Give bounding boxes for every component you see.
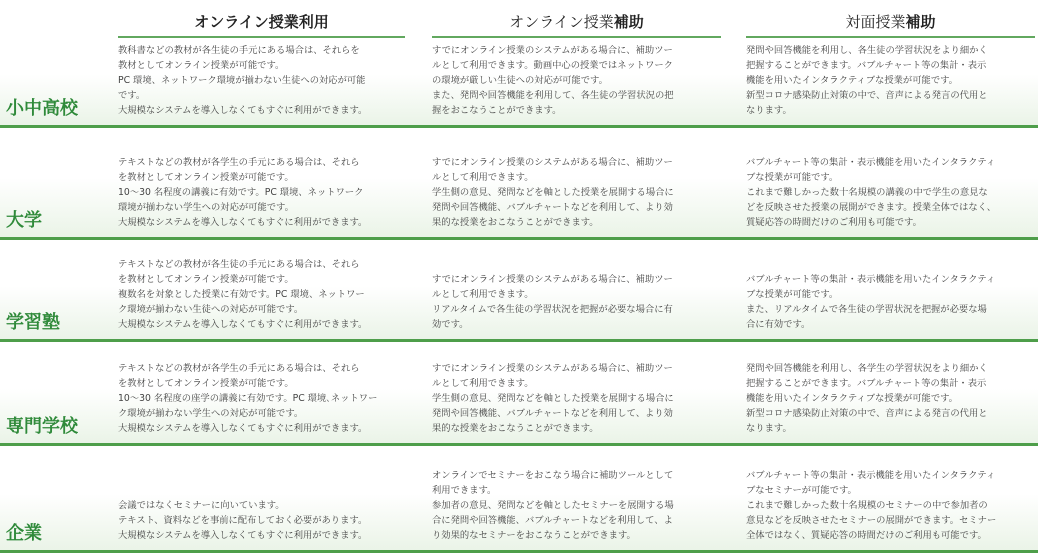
cell-text-line: 学生側の意見、発問などを軸とした授業を展開する場合に — [432, 186, 674, 198]
table-row-vocational-school — [0, 354, 1038, 446]
column-header-prefix: オンライン授業 — [509, 13, 614, 31]
row-label: 学習塾 — [6, 312, 60, 333]
table-cell — [432, 155, 717, 230]
cell-text-line: 質疑応答の時間だけのご利用も可能です。 — [746, 216, 922, 228]
cell-text-line: です。 — [118, 89, 146, 101]
cell-text-line: 発問や回答機能、バブルチャートなどを利用して、より効 — [432, 407, 673, 419]
table-cell — [118, 498, 410, 543]
cell-text-line: 複数名を対象とした授業に有効です。PC 環境、ネットワー — [118, 288, 365, 300]
table-cell — [746, 155, 1036, 230]
cell-text-line: また、リアルタイムで各生徒の学習状況を把握が必要な場 — [746, 303, 987, 315]
cell-text-line: 合に有効です。 — [746, 318, 811, 330]
cell-text-line: 大規模なシステムを導入しなくてもすぐに利用ができます。 — [118, 318, 368, 330]
column-header-inperson-assist — [746, 8, 1035, 38]
cell-text-line: 新型コロナ感染防止対策の中で、音声による発言の代用と — [746, 407, 988, 419]
cell-text-line: の環境が厳しい生徒への対応が可能です。 — [432, 74, 608, 86]
cell-text-line: 参加者の意見、発問などを軸としたセミナーを展開する場 — [432, 499, 674, 511]
cell-text-line: ブな授業が可能です。 — [746, 171, 839, 183]
cell-text-line: 果的な授業をおこなうことができます。 — [432, 422, 599, 434]
column-header-prefix: 対面授業 — [845, 13, 906, 31]
cell-text-line: ブな授業が可能です。 — [746, 288, 839, 300]
cell-text-line: ルとして利用できます。動画中心の授業ではネットワーク — [432, 59, 673, 71]
cell-text-line: 機能を用いたインタラクティブな授業が可能です。 — [746, 392, 958, 404]
cell-text-line: 効です。 — [432, 318, 469, 330]
table-row-cram-school — [0, 252, 1038, 342]
cell-text-line: 把握することができます。バブルチャート等の集計・表示 — [746, 377, 987, 389]
row-label: 企業 — [6, 523, 42, 544]
cell-text-line: 環境が揃わない学生への対応が可能です。 — [118, 201, 294, 213]
table-cell — [118, 43, 410, 118]
cell-text-line: 果的な授業をおこなうことができます。 — [432, 216, 599, 228]
table-cell — [118, 257, 410, 332]
cell-text-line: 意見などを反映させたセミナーの展開ができます。セミナー — [746, 514, 997, 526]
cell-text-line: 把握することができます。バブルチャート等の集計・表示 — [746, 59, 987, 71]
cell-text-line: PC 環境、ネットワーク環境が揃わない生徒への対応が可能 — [118, 74, 366, 86]
cell-text-line: テキストなどの教材が各生徒の手元にある場合は、それら — [118, 258, 360, 270]
cell-text-line: ブなセミナーが可能です。 — [746, 484, 857, 496]
table-cell — [746, 272, 1036, 332]
cell-text-line: これまで難しかった数十名規模の講義の中で学生の意見な — [746, 186, 988, 198]
cell-text-line: バブルチャート等の集計・表示機能を用いたインタラクティ — [746, 156, 996, 168]
cell-text-line: テキストなどの教材が各学生の手元にある場合は、それら — [118, 362, 360, 374]
cell-text-line: また、発問や回答機能を利用して、各生徒の学習状況の把 — [432, 89, 674, 101]
cell-text-line: を教材としてオンライン授業が可能です。 — [118, 377, 294, 389]
cell-text-line: 利用できます。 — [432, 484, 497, 496]
cell-text-line: どを反映させた授業の展開ができます。授業全体ではなく、 — [746, 201, 997, 213]
cell-text-line: すでにオンライン授業のシステムがある場合に、補助ツー — [432, 273, 673, 285]
cell-text-line: ルとして利用できます。 — [432, 171, 534, 183]
cell-text-line: テキストなどの教材が各学生の手元にある場合は、それら — [118, 156, 360, 168]
cell-text-line: リアルタイムで各生徒の学習状況を把握が必要な場合に有 — [432, 303, 673, 315]
cell-text-line: バブルチャート等の集計・表示機能を用いたインタラクティ — [746, 273, 996, 285]
cell-text-line: ク環境が揃わない生徒への対応が可能です。 — [118, 303, 304, 315]
cell-text-line: 発問や回答機能を利用し、各生徒の学習状況をより細かく — [746, 44, 988, 56]
column-header-emphasis: オンライン授業利用 — [194, 13, 329, 31]
cell-text-line: 大規模なシステムを導入しなくてもすぐに利用ができます。 — [118, 422, 368, 434]
row-label: 小中高校 — [6, 98, 78, 119]
table-cell — [118, 155, 410, 230]
row-label: 大学 — [6, 210, 42, 231]
table-cell — [432, 468, 717, 543]
table-row-company — [0, 458, 1038, 553]
cell-text-line: これまで難しかった数十名規模のセミナーの中で参加者の — [746, 499, 988, 511]
table-cell — [118, 361, 410, 436]
cell-text-line: 学生側の意見、発問などを軸とした授業を展開する場合に — [432, 392, 674, 404]
cell-text-line: 機能を用いたインタラクティブな授業が可能です。 — [746, 74, 958, 86]
table-row-university — [0, 140, 1038, 240]
row-label: 専門学校 — [6, 416, 78, 437]
cell-text-line: テキスト、資料などを事前に配布しておく必要があります。 — [118, 514, 368, 526]
table-header — [0, 0, 1038, 40]
cell-text-line: すでにオンライン授業のシステムがある場合に、補助ツー — [432, 362, 673, 374]
cell-text-line: り効果的なセミナーをおこなうことができます。 — [432, 529, 636, 541]
cell-text-line: 教科書などの教材が各生徒の手元にある場合は、それらを — [118, 44, 360, 56]
cell-text-line: 大規模なシステムを導入しなくてもすぐに利用ができます。 — [118, 104, 368, 116]
table-cell — [432, 272, 717, 332]
cell-text-line: を教材としてオンライン授業が可能です。 — [118, 171, 294, 183]
cell-text-line: 10～30 名程度の座学の講義に有効です。PC 環境､ネットワー — [118, 392, 378, 404]
cell-text-line: 発問や回答機能を利用し、各学生の学習状況をより細かく — [746, 362, 988, 374]
cell-text-line: 大規模なシステムを導入しなくてもすぐに利用ができます。 — [118, 529, 368, 541]
column-header-online-use — [118, 8, 405, 38]
table-cell — [746, 468, 1036, 543]
cell-text-line: 合に発問や回答機能、バブルチャートなどを利用して、よ — [432, 514, 673, 526]
table-cell — [746, 361, 1036, 436]
cell-text-line: バブルチャート等の集計・表示機能を用いたインタラクティ — [746, 469, 996, 481]
column-header-online-assist — [432, 8, 721, 38]
cell-text-line: 大規模なシステムを導入しなくてもすぐに利用ができます。 — [118, 216, 368, 228]
cell-text-line: すでにオンライン授業のシステムがある場合に、補助ツー — [432, 44, 673, 56]
cell-text-line: オンラインでセミナーをおこなう場合に補助ツールとして — [432, 469, 674, 481]
cell-text-line: 10～30 名程度の講義に有効です。PC 環境、ネットワーク — [118, 186, 364, 198]
column-header-emphasis: 補助 — [613, 13, 644, 31]
cell-text-line: なります。 — [746, 422, 792, 434]
table-cell — [432, 361, 717, 436]
cell-text-line: なります。 — [746, 104, 792, 116]
table-row-school — [0, 42, 1038, 128]
cell-text-line: 教材としてオンライン授業が可能です。 — [118, 59, 285, 71]
cell-text-line: 全体ではなく、質疑応答の時間だけのご利用も可能です。 — [746, 529, 987, 541]
cell-text-line: 新型コロナ感染防止対策の中で、音声による発言の代用と — [746, 89, 988, 101]
cell-text-line: すでにオンライン授業のシステムがある場合に、補助ツー — [432, 156, 673, 168]
cell-text-line: を教材としてオンライン授業が可能です。 — [118, 273, 294, 285]
table-cell — [432, 43, 717, 118]
cell-text-line: 握をおこなうことができます。 — [432, 104, 562, 116]
cell-text-line: 会議ではなくセミナーに向いています。 — [118, 499, 285, 511]
cell-text-line: ク環境が揃わない学生への対応が可能です。 — [118, 407, 304, 419]
cell-text-line: ルとして利用できます。 — [432, 288, 534, 300]
column-header-emphasis: 補助 — [905, 13, 936, 31]
table-cell — [746, 43, 1036, 118]
cell-text-line: ルとして利用できます。 — [432, 377, 534, 389]
cell-text-line: 発問や回答機能、バブルチャートなどを利用して、より効 — [432, 201, 673, 213]
